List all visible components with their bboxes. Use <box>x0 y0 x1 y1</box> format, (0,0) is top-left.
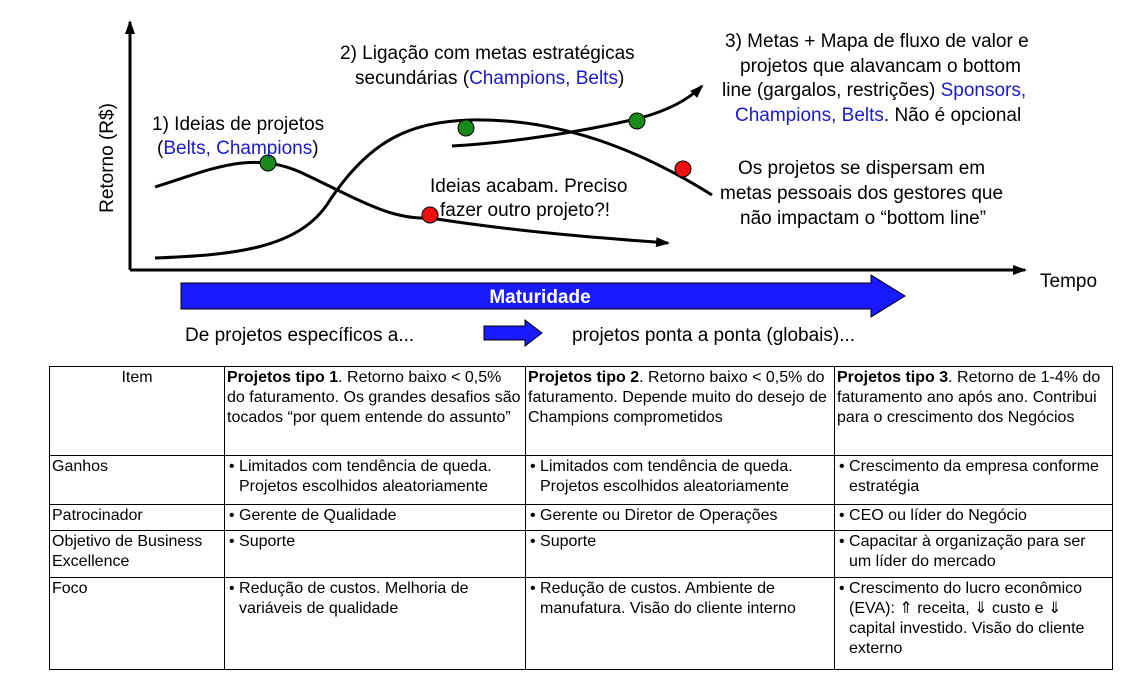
comparison-table <box>49 366 1113 670</box>
label-de-projetos: De projetos específicos a... <box>185 325 415 346</box>
y-axis-label: Retorno (R$) <box>97 103 118 213</box>
cell-type1: • Limitados com tendência de queda. Projetos escolhidos aleatoriamente <box>225 455 526 504</box>
label-dispersam-line3: não impactam o “bottom line” <box>740 208 987 229</box>
header-type1: Projetos tipo 1. Retorno baixo < 0,5% do faturamento. Os grandes desafios são tocados “por quem entende do assunto” <box>225 367 526 456</box>
table-row-ganhos <box>50 455 1113 504</box>
cell-type3: • Crescimento da empresa conforme estratégia <box>835 455 1113 504</box>
row-label: Objetivo de Business Excellence <box>50 530 225 577</box>
row-label: Ganhos <box>50 455 225 504</box>
maturidade-label: Maturidade <box>489 287 591 308</box>
label-ponta: projetos ponta a ponta (globais)... <box>572 325 856 346</box>
cell-type2: • Gerente ou Diretor de Operações <box>526 505 835 531</box>
cell-type2: • Limitados com tendência de queda. Projetos escolhidos aleatoriamente <box>526 455 835 504</box>
cell-type1: • Suporte <box>225 530 526 577</box>
cell-type2: • Suporte <box>526 530 835 577</box>
label-dispersam-line1: Os projetos se dispersam em <box>738 158 986 179</box>
cell-type3: • Capacitar à organização para ser um líder do mercado <box>835 530 1113 577</box>
red-dot-1 <box>422 207 438 223</box>
label-stage1-line1: 1) Ideias de projetos <box>152 114 325 135</box>
cell-type3: • CEO ou líder do Negócio <box>835 505 1113 531</box>
label-stage3-line3: line (gargalos, restrições) Sponsors, <box>722 80 1027 101</box>
cell-type3: • Crescimento do lucro econômico (EVA): ⇑ receita, ⇓ custo e ⇓ capital investido. Visão do cliente externo <box>835 578 1113 670</box>
label-stage2-line1: 2) Ligação com metas estratégicas <box>340 43 635 64</box>
table-row-objetivo <box>50 530 1113 577</box>
red-dot-2 <box>675 161 691 177</box>
label-stage3-line4: Champions, Belts. Não é opcional <box>735 105 1022 126</box>
curve-type3 <box>452 86 702 146</box>
table-row-patrocinador <box>50 505 1113 531</box>
cell-type2: • Redução de custos. Ambiente de manufatura. Visão do cliente interno <box>526 578 835 670</box>
label-ideias-line2: fazer outro projeto?! <box>440 200 611 221</box>
label-stage1-line2: (Belts, Champions) <box>157 138 319 159</box>
green-dot-3 <box>629 113 645 129</box>
cell-type1: • Redução de custos. Melhoria de variáveis de qualidade <box>225 578 526 670</box>
small-blue-arrow <box>484 320 542 346</box>
table-header-row <box>50 367 1113 456</box>
label-stage3-line1: 3) Metas + Mapa de fluxo de valor e <box>725 31 1029 52</box>
label-dispersam-line2: metas pessoais dos gestores que <box>720 183 1004 204</box>
header-item: Item <box>50 367 225 456</box>
row-label: Foco <box>50 578 225 670</box>
header-type3: Projetos tipo 3. Retorno de 1-4% do faturamento ano após ano. Contribui para o crescimento dos Negócios <box>835 367 1113 456</box>
green-dot-2 <box>458 120 474 136</box>
label-stage2-line2: secundárias (Champions, Belts) <box>355 68 625 89</box>
row-label: Patrocinador <box>50 505 225 531</box>
cell-type1: • Gerente de Qualidade <box>225 505 526 531</box>
x-axis-label: Tempo <box>1040 271 1098 292</box>
label-ideias-line1: Ideias acabam. Preciso <box>430 176 628 197</box>
label-stage3-line2: projetos que alavancam o bottom <box>740 56 1021 77</box>
header-type2: Projetos tipo 2. Retorno baixo < 0,5% do faturamento. Depende muito do desejo de Champions comprometidos <box>526 367 835 456</box>
table-row-foco <box>50 578 1113 670</box>
